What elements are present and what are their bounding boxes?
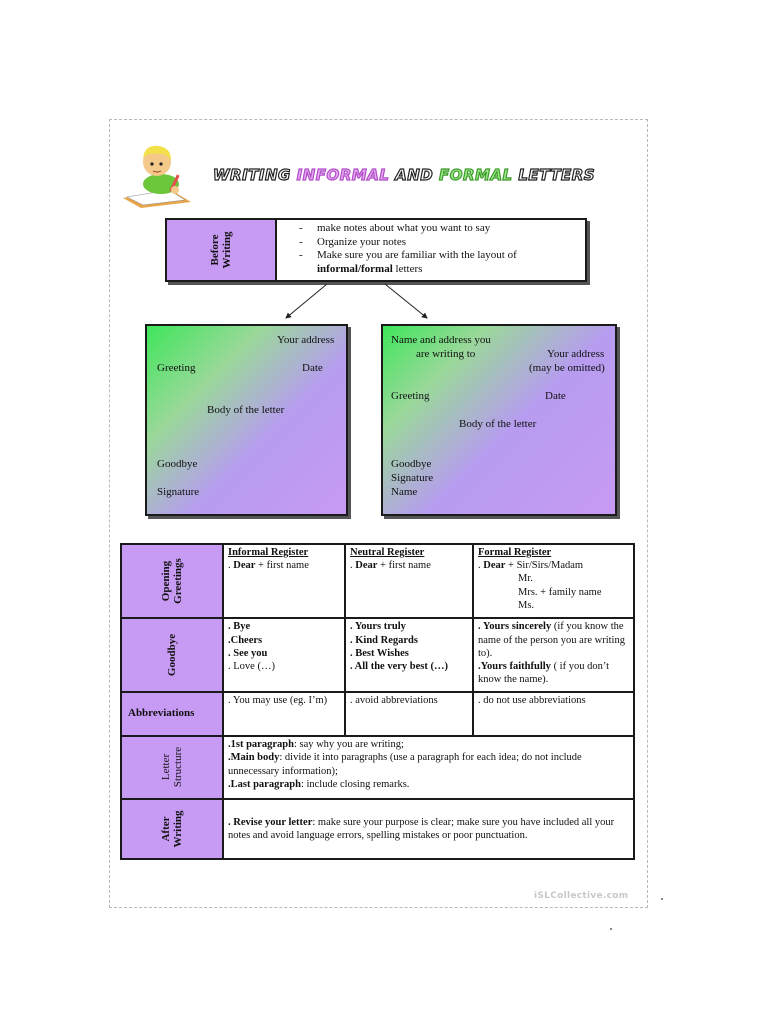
- after-writing-cell: . Revise your letter: make sure your purpose is clear; make sure you have included all your notes and avoid language errors, spelling mistakes or poor punctuation.: [223, 799, 634, 859]
- table-row: [121, 799, 634, 859]
- list-item: - Make sure you are familiar with the layout of: [299, 249, 517, 263]
- table-row: [121, 618, 634, 691]
- neutral-goodbye-cell: . Yours truly . Kind Regards . Best Wishes . All the very best (…): [345, 618, 473, 691]
- before-writing-label: Before Writing: [167, 220, 277, 280]
- body-label: Body of the letter: [459, 418, 537, 430]
- goodbye-label: Goodbye: [391, 458, 432, 470]
- child-writing-clipart: [121, 140, 193, 208]
- title-word-letters: LETTERS: [518, 166, 596, 184]
- goodbye-label: Goodbye: [157, 458, 198, 470]
- formal-goodbye-cell: . Yours sincerely (if you know the name of the person you are writing to). .Yours faithfully ( if you don’t know the name).: [473, 618, 634, 691]
- informal-abbrev-cell: . You may use (eg. I’m): [223, 692, 345, 736]
- list-item: informal/formal letters: [317, 262, 423, 275]
- your-address-label: Your address: [277, 334, 335, 346]
- signature-label: Signature: [157, 486, 200, 498]
- date-label: Date: [302, 362, 323, 374]
- body-label: Body of the letter: [207, 404, 285, 416]
- greeting-label: Greeting: [391, 390, 430, 402]
- table-row: [121, 736, 634, 798]
- title-word-and: AND: [395, 166, 434, 184]
- opening-greetings-label: Opening Greetings: [121, 544, 223, 618]
- title-word-formal: FORMAL: [438, 166, 513, 184]
- recipient-line2: are writing to: [416, 348, 476, 360]
- letter-structure-label: Letter Structure: [121, 736, 223, 798]
- formal-abbrev-cell: . do not use abbreviations: [473, 692, 634, 736]
- date-label: Date: [545, 390, 566, 402]
- name-label: Name: [391, 486, 418, 498]
- signature-label: Signature: [391, 472, 434, 484]
- goodbye-row-label: Goodbye: [121, 618, 223, 691]
- register-table: [120, 543, 635, 860]
- address-note: (may be omitted): [529, 362, 605, 374]
- worksheet-title: [213, 166, 595, 184]
- abbreviations-label: Abbreviations: [121, 692, 223, 736]
- formal-opening-cell: Formal Register . Dear + Sir/Sirs/Madam Mr. Mrs. + family name Ms.: [473, 544, 634, 618]
- letter-structure-cell: .1st paragraph: say why you are writing; .Main body: divide it into paragraphs (use a paragraph for each idea; do not include unnecessary information); .Last paragraph: include closing remarks.: [223, 736, 634, 798]
- neutral-opening-cell: Neutral Register . Dear + first name: [345, 544, 473, 618]
- formal-letter-layout: [381, 324, 617, 516]
- watermark: iSLCollective.com: [534, 891, 629, 901]
- table-row: [121, 544, 634, 618]
- dot: [610, 928, 612, 930]
- list-item: - make notes about what you want to say: [299, 222, 517, 236]
- table-row: [121, 692, 634, 736]
- after-writing-label: After Writing: [121, 799, 223, 859]
- title-word-writing: WRITING: [213, 166, 291, 184]
- dot: [661, 898, 663, 900]
- title-word-informal: INFORMAL: [296, 166, 390, 184]
- informal-opening-cell: Informal Register . Dear + first name: [223, 544, 345, 618]
- your-address-label: Your address: [547, 348, 605, 360]
- informal-goodbye-cell: . Bye .Cheers . See you . Love (…): [223, 618, 345, 691]
- list-item: - Organize your notes: [299, 236, 517, 250]
- neutral-abbrev-cell: . avoid abbreviations: [345, 692, 473, 736]
- before-writing-list: [277, 222, 517, 280]
- before-writing-box: [165, 218, 587, 282]
- informal-letter-layout: [145, 324, 348, 516]
- greeting-label: Greeting: [157, 362, 196, 374]
- recipient-line1: Name and address you: [391, 334, 491, 346]
